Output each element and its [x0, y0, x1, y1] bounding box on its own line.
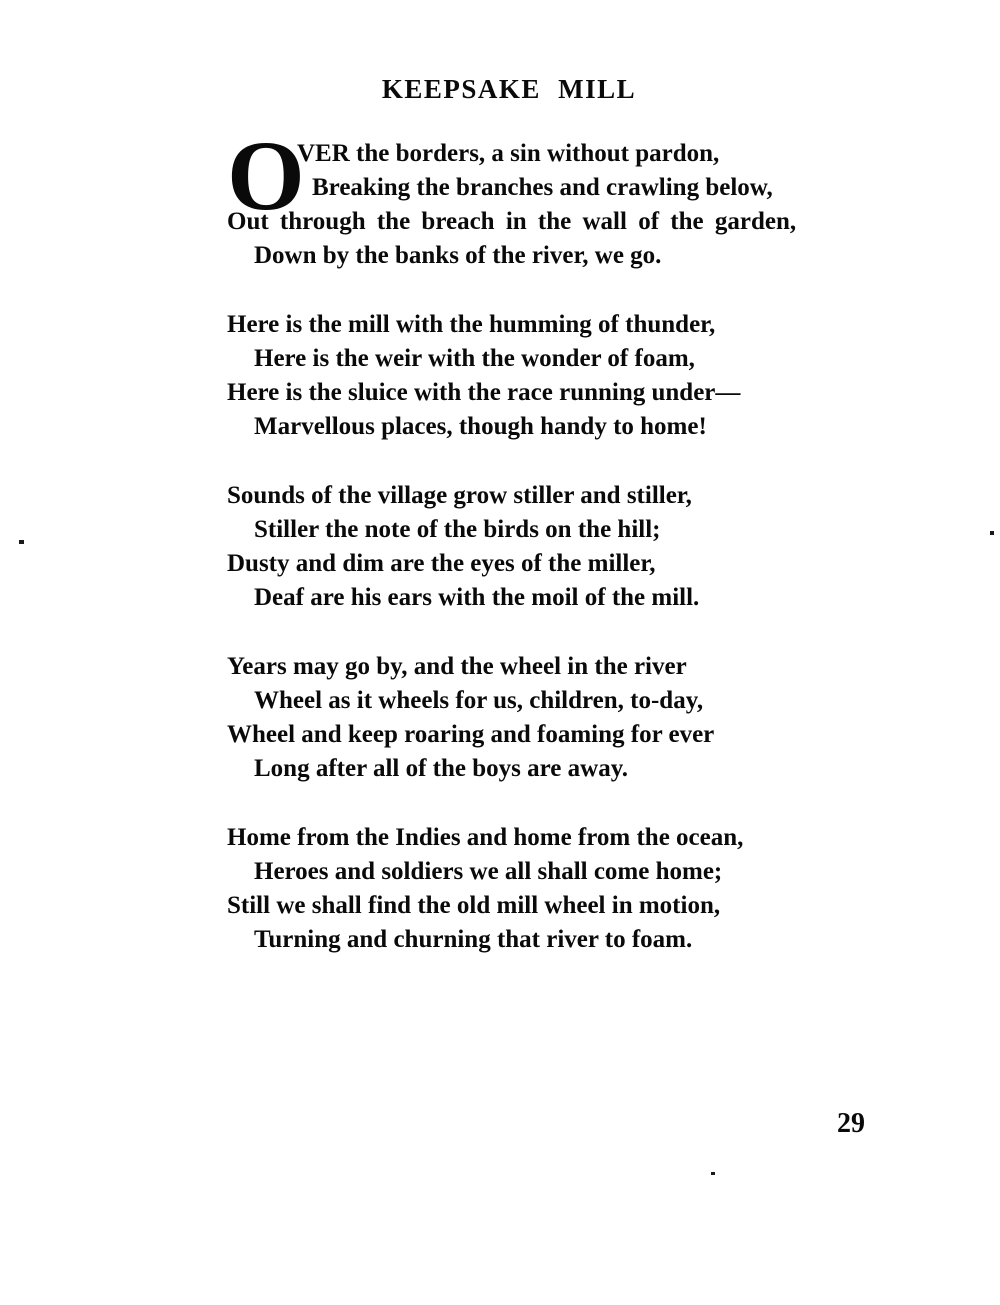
poem-line: Out through the breach in the wall of the garden, — [227, 208, 797, 235]
stanza-5 — [227, 821, 867, 957]
poem-line: Long after all of the boys are away. — [254, 755, 629, 782]
poem-line: Turning and churning that river to foam. — [254, 926, 693, 953]
page-number: 29 — [837, 1108, 865, 1139]
poem-line: Marvellous places, though handy to home! — [254, 413, 707, 440]
poem-line: Dusty and dim are the eyes of the miller, — [227, 550, 656, 577]
poem-line: Still we shall find the old mill wheel in motion, — [227, 892, 721, 919]
poem-line: Sounds of the village grow stiller and stiller, — [227, 482, 692, 509]
poem-line: Here is the weir with the wonder of foam, — [254, 345, 695, 372]
poem-title: KEEPSAKE MILL — [381, 74, 637, 104]
poem-line: Here is the sluice with the race running under— — [227, 379, 741, 406]
poem-line: VER the borders, a sin without pardon, — [297, 140, 720, 167]
scan-speck — [711, 1172, 715, 1175]
poem-line: Heroes and soldiers we all shall come home; — [254, 858, 723, 885]
scan-speck — [990, 531, 994, 535]
poem-line: Stiller the note of the birds on the hill; — [254, 516, 661, 543]
poem-line: Home from the Indies and home from the ocean, — [227, 824, 744, 851]
poem-body — [227, 120, 867, 992]
poem-line: Wheel as it wheels for us, children, to-day, — [254, 687, 704, 714]
stanza-2 — [227, 308, 867, 444]
poem-line: Breaking the branches and crawling below, — [312, 174, 773, 201]
scan-speck — [19, 540, 24, 544]
poem-line: Years may go by, and the wheel in the river — [227, 653, 687, 680]
poem-line: Deaf are his ears with the moil of the mill. — [254, 584, 700, 611]
poem-line: Wheel and keep roaring and foaming for ever — [227, 721, 715, 748]
poem-line: Down by the banks of the river, we go. — [254, 242, 662, 269]
stanza-3 — [227, 479, 867, 615]
stanza-1 — [227, 120, 867, 273]
stanza-4 — [227, 650, 867, 786]
poem-line: Here is the mill with the humming of thunder, — [227, 311, 716, 338]
drop-cap-letter: O — [227, 120, 305, 231]
